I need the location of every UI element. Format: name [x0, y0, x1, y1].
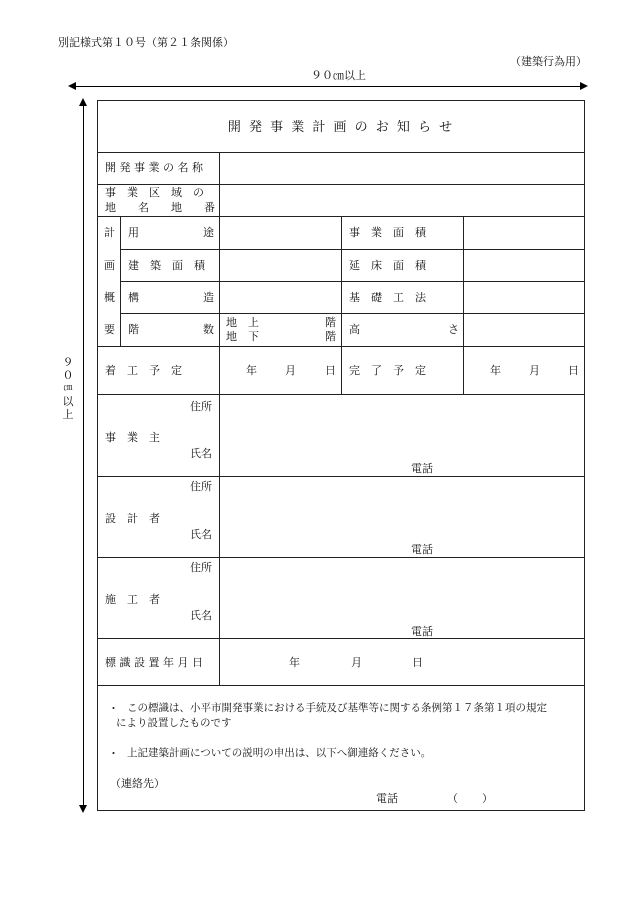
plan-char-1: 計 — [104, 226, 115, 239]
plan-char-2: 画 — [104, 259, 115, 272]
note2-bullet: ・ — [108, 747, 119, 760]
contact-phone-label: 電話 — [376, 792, 398, 805]
arrow-right-head — [580, 82, 588, 90]
form-reference: 別記様式第１０号（第２１条関係） — [58, 36, 234, 49]
sign-month: 月 — [351, 656, 362, 669]
building-area-label: 建 築 面 積 — [128, 259, 205, 272]
floors-label-a: 階 — [128, 323, 139, 336]
foundation-label: 基 礎 工 法 — [349, 291, 426, 304]
sign-date-label: 標 識 設 置 年 月 日 — [105, 656, 203, 669]
use-label-b: 途 — [203, 226, 214, 239]
area-label-2: 地 名 地 番 — [105, 201, 215, 214]
contact-label: （連絡先） — [110, 777, 165, 790]
height-note: ９ ０ ㎝ 以 上 — [62, 356, 74, 421]
below-floor-unit: 階 — [325, 330, 336, 343]
start-month: 月 — [285, 364, 296, 377]
width-note: ９０㎝以上 — [311, 69, 366, 82]
owner-phone-label: 電話 — [411, 462, 433, 475]
note1-line2: により設置したものです — [116, 717, 232, 729]
contact-paren-close: ） — [482, 792, 493, 805]
arrow-left-head — [68, 82, 76, 90]
project-name-label: 開 発 事 業 の 名 称 — [105, 161, 203, 174]
structure-label-a: 構 — [128, 291, 139, 304]
start-day: 日 — [325, 364, 336, 377]
contractor-name-label: 氏名 — [190, 609, 212, 622]
below-ground: 地 下 — [226, 330, 259, 343]
contact-paren-open: （ — [447, 792, 458, 805]
complete-month: 月 — [529, 364, 540, 377]
contractor-phone-label: 電話 — [411, 625, 433, 638]
arrow-up-head — [79, 98, 87, 106]
owner-name-label: 氏名 — [190, 447, 212, 460]
contractor-address-label: 住所 — [190, 561, 212, 574]
height-label-a: 高 — [349, 323, 360, 336]
designer-address-label: 住所 — [190, 480, 212, 493]
structure-label-b: 造 — [203, 291, 214, 304]
plan-char-3: 概 — [104, 291, 115, 304]
contractor-label: 施 工 者 — [105, 593, 160, 606]
sign-day: 日 — [412, 656, 423, 669]
width-arrow — [70, 86, 585, 87]
height-arrow — [83, 100, 84, 811]
owner-label: 事 業 主 — [105, 431, 160, 444]
above-floor-unit: 階 — [325, 316, 336, 329]
total-floor-area-label: 延 床 面 積 — [349, 259, 426, 272]
complete-label: 完 了 予 定 — [349, 364, 426, 377]
sign-year: 年 — [289, 656, 300, 669]
usage-note: （建築行為用） — [510, 55, 587, 68]
note1-bullet: ・ — [108, 702, 119, 715]
owner-address-label: 住所 — [190, 400, 212, 413]
sign-form — [97, 100, 585, 811]
plan-char-4: 要 — [104, 323, 115, 336]
designer-label: 設 計 者 — [105, 512, 160, 525]
area-label-1: 事 業 区 域 の — [105, 186, 204, 199]
complete-year: 年 — [490, 364, 501, 377]
use-label-a: 用 — [128, 226, 139, 239]
start-year: 年 — [246, 364, 257, 377]
above-ground: 地 上 — [226, 316, 259, 329]
start-label: 着 工 予 定 — [105, 364, 182, 377]
designer-name-label: 氏名 — [190, 528, 212, 541]
complete-day: 日 — [568, 364, 579, 377]
note1-line1: この標識は、小平市開発事業における手続及び基準等に関する条例第１７条第１項の規定 — [127, 702, 547, 714]
floors-label-b: 数 — [203, 323, 214, 336]
project-area-label: 事 業 面 積 — [349, 226, 426, 239]
form-title: 開 発 事 業 計 画 の お 知 ら せ — [227, 120, 455, 135]
height-label-b: さ — [448, 323, 459, 336]
note2-text: 上記建築計画についての説明の申出は、以下へ御連絡ください。 — [127, 747, 432, 759]
arrow-down-head — [79, 805, 87, 813]
designer-phone-label: 電話 — [411, 543, 433, 556]
